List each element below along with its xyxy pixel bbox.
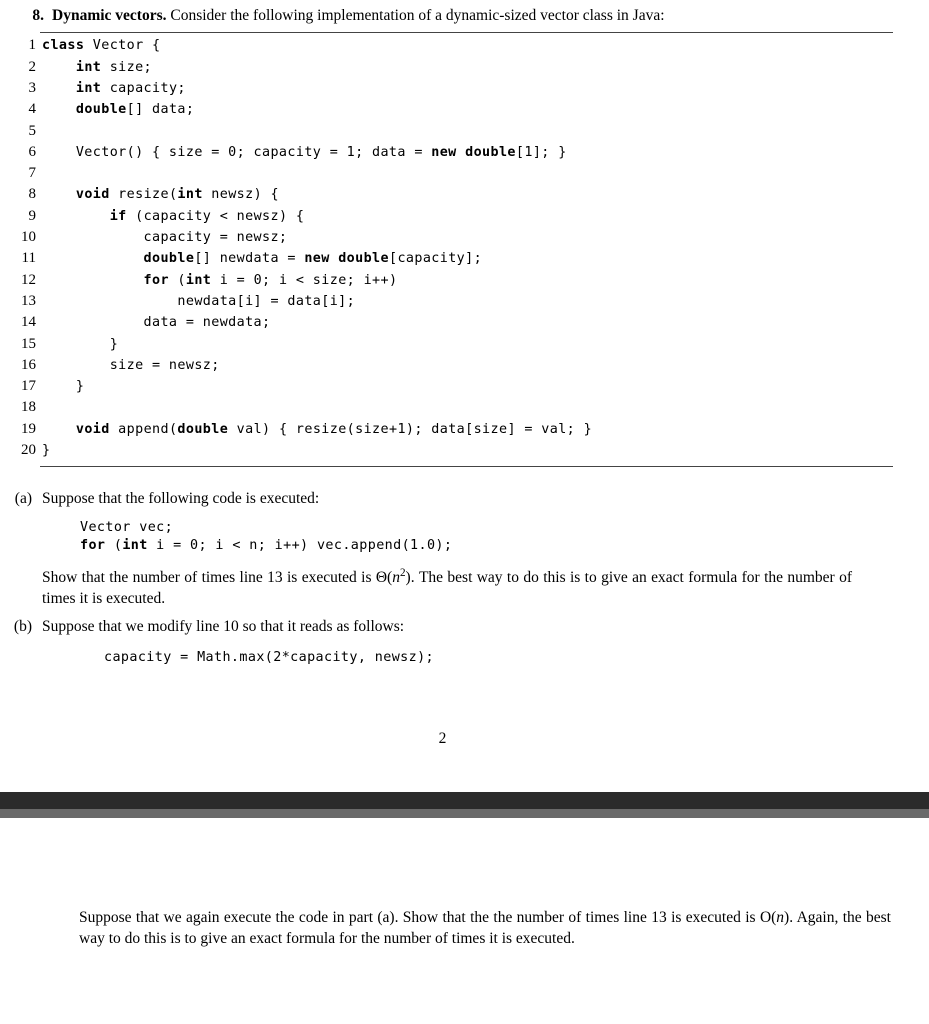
problem-parts (0, 489, 929, 672)
code-row (0, 123, 929, 144)
line-number: 13 (21, 292, 36, 309)
code-row (0, 378, 929, 399)
code-line: int size; (75, 59, 153, 75)
bigo-open: O( (759, 909, 777, 927)
line-number: 17 (21, 378, 36, 395)
seam-grey-band (0, 809, 929, 818)
continuation-post: . Again, the best way to do this is to give an exact formula for the number of times it is executed. (79, 909, 891, 947)
code-line: data = newdata; (42, 315, 271, 331)
line-number: 5 (28, 122, 36, 139)
code-row (0, 399, 929, 420)
code-line: capacity = newsz; (42, 230, 288, 246)
code-line: void append(double val) { resize(size+1); data[size] = val; } (75, 421, 593, 437)
code-line: double[] newdata = new double[capacity]; (143, 251, 483, 267)
listing-bottom-rule (40, 466, 893, 467)
code-line: capacity = Math.max(2*capacity, newsz); (104, 649, 435, 665)
code-row (0, 293, 929, 314)
part-a-question-pre: Show that the number of times line 13 is executed is (42, 569, 376, 587)
part-a-label: (a) (14, 490, 32, 508)
code-row (0, 208, 929, 229)
part-a-question (42, 566, 852, 608)
problem-heading (22, 0, 907, 29)
line-number: 14 (21, 314, 36, 331)
code-line: size = newsz; (42, 357, 220, 373)
code-row (0, 80, 929, 101)
code-line: class Vector { (42, 38, 161, 54)
part-a-code (80, 519, 852, 554)
code-row (0, 421, 929, 442)
line-number: 19 (21, 420, 36, 437)
code-row (0, 186, 929, 207)
code-row (0, 165, 929, 186)
code-row (0, 144, 929, 165)
code-row (0, 442, 929, 463)
screenshot-seam (0, 792, 929, 908)
seam-dark-band (0, 792, 929, 809)
part-a-intro: Suppose that the following code is executed: (42, 490, 320, 508)
code-line: for (int i = 0; i < n; i++) vec.append(1.0); (80, 537, 453, 553)
line-number: 6 (28, 143, 36, 160)
seam-spacer (0, 818, 929, 908)
code-row (0, 336, 929, 357)
line-number: 1 (28, 37, 36, 54)
code-row (0, 314, 929, 335)
code-row (0, 229, 929, 250)
page-number: 2 (438, 730, 447, 748)
part-b-body (42, 617, 852, 673)
part-a (0, 489, 929, 610)
code-row (0, 37, 929, 58)
code-line: double[] data; (75, 102, 195, 118)
problem-description: Consider the following implementation of a dynamic-sized vector class in Java: (170, 7, 665, 24)
line-number: 2 (28, 58, 36, 75)
code-row (0, 272, 929, 293)
code-line: } (42, 379, 85, 395)
part-a-body (42, 489, 852, 610)
line-number: 16 (21, 356, 36, 373)
bigo-close: ) (784, 909, 790, 927)
theta-exponent: 2 (399, 567, 406, 580)
code-row (0, 101, 929, 122)
problem-number: 8. (32, 7, 44, 24)
bigo-variable: n (776, 909, 785, 927)
code-line: } (42, 443, 51, 459)
code-line: Vector() { size = 0; capacity = 1; data = new double[1]; } (42, 144, 567, 160)
part-b-label: (b) (13, 617, 32, 635)
theta-open: Θ( (375, 569, 393, 587)
part-a-question-post: . The best way to do this is to give an exact formula for the number of times it is executed. (42, 569, 852, 607)
theta-close: ) (405, 569, 411, 587)
theta-variable: n (392, 569, 400, 587)
part-b (0, 617, 929, 673)
code-line: for (int i = 0; i < size; i++) (143, 272, 398, 288)
line-number: 12 (21, 271, 36, 288)
code-line: if (capacity < newsz) { (109, 208, 305, 224)
part-b-continuation (79, 908, 891, 949)
line-number: 3 (28, 79, 36, 96)
listing-top-rule (40, 32, 893, 33)
line-number: 8 (28, 186, 36, 203)
part-b-code (104, 649, 852, 666)
code-line: Vector vec; (80, 520, 174, 536)
line-number: 10 (21, 229, 36, 246)
code-listing (0, 37, 929, 463)
part-b-intro: Suppose that we modify line 10 so that it reads as follows: (42, 617, 405, 635)
line-number: 15 (21, 335, 36, 352)
code-row (0, 357, 929, 378)
code-line: void resize(int newsz) { (75, 187, 279, 203)
continuation-pre: Suppose that we again execute the code in part (a). Show that the the number of times line 13 is executed is (79, 909, 760, 927)
line-number: 4 (28, 101, 36, 118)
code-line: newdata[i] = data[i]; (42, 293, 356, 309)
line-number: 7 (28, 165, 36, 182)
line-number: 20 (21, 442, 36, 459)
line-number: 9 (28, 207, 36, 224)
problem-statement (52, 6, 907, 25)
code-row (0, 59, 929, 80)
line-number: 11 (21, 250, 36, 267)
code-line: int capacity; (75, 80, 186, 96)
line-number: 18 (21, 399, 36, 416)
code-line: } (42, 336, 119, 352)
code-row (0, 250, 929, 271)
problem-title: Dynamic vectors. (52, 7, 167, 24)
